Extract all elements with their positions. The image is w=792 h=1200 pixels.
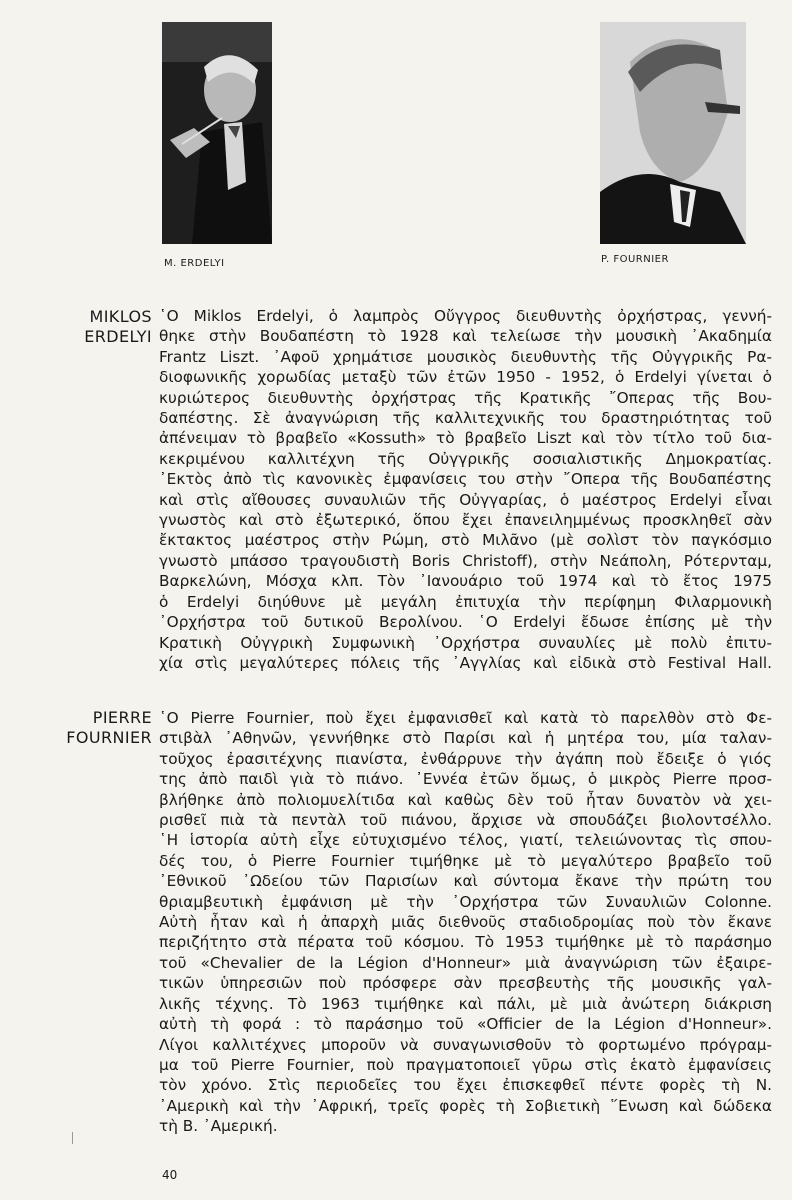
margin-mark	[72, 1132, 73, 1144]
erdelyi-photo-caption: M. ERDELYI	[164, 258, 225, 269]
text-line: ᾿Εκτὸς ἀπὸ τὶς κανονικὲς ἐμφανίσεις του στὴν ῎Οπερα τῆς Βουδαπέστης	[159, 470, 772, 489]
text-line: Αὐτὴ ἦταν καὶ ἡ ἀπαρχὴ μιᾶς διεθνοῦς σταδιοδρομίας ποὺ τὸν ἔκανε	[159, 913, 772, 932]
text-line: γνωστὸς καὶ στὸ ἐξωτερικό, ὅπου ἔχει ἐπανειλημμένως προσκληθεῖ σὰν	[159, 511, 772, 530]
heading-last-name: FOURNIER	[66, 728, 152, 747]
conductor-portrait-image	[162, 22, 272, 244]
text-line: Frantz Liszt. ᾿Αφοῦ χρημάτισε μουσικὸς διευθυντὴς τῆς Οὐγγρικῆς Ρα-	[159, 347, 772, 366]
text-line: Κρατικὴ Οὐγγρικὴ Συμφωνικὴ ᾿Ορχήστρα συναυλίες μὲ πολὺ ἐπιτυ-	[159, 633, 772, 652]
text-line: λικῆς τέχνης. Τὸ 1963 τιμήθηκε καὶ πάλι, μὲ μιὰ ἀνώτερη διάκριση	[159, 994, 772, 1013]
text-line: ῾Η ἱστορία αὐτὴ εἶχε εὐτυχισμένο τέλος, γιατί, τελειώνοντας τὶς σπου-	[159, 831, 772, 850]
erdelyi-photo	[162, 22, 272, 244]
text-line: τικῶν ὑπηρεσιῶν ποὺ πρόσφερε σὰν πρεσβευτὴς τῆς μουσικῆς γαλ-	[159, 974, 772, 993]
text-line: ἀπένειμαν τὸ βραβεῖο «Kossuth» τὸ βραβεῖο Liszt καὶ τὸν τίτλο τοῦ δια-	[159, 429, 772, 448]
text-line: ἔκτακτος μαέστρος στὴν Ρώμη, στὸ Μιλᾶνο (μὲ σολὶστ τὸν παγκόσμιο	[159, 531, 772, 550]
text-line: τὴ Β. ᾿Αμερική.	[159, 1117, 278, 1136]
text-line: αὐτὴ τὴ φορά : τὸ παράσημο τοῦ «Officier de la Légion d'Honneur».	[159, 1015, 772, 1034]
text-line: ῾Ο Pierre Fournier, ποὺ ἔχει ἐμφανισθεῖ καὶ κατὰ τὸ παρελθὸν στὸ Φε-	[159, 709, 772, 727]
page-number: 40	[162, 1168, 178, 1182]
erdelyi-biography	[159, 306, 772, 673]
text-line: τοῦχος ἐρασιτέχνης πιανίστα, ἐνθάρρυνε τὴν ἀγάπη ποὺ ἔδειξε ὁ γιός	[159, 749, 772, 768]
text-line: ᾿Εθνικοῦ ᾿Ωδείου τῶν Παρισίων καὶ σύντομα ἔκανε τὴν πρώτη του	[159, 872, 772, 891]
text-line: ρισθεῖ πιὰ τὰ πεντὰλ τοῦ πιάνου, ἄρχισε νὰ σπουδάζει βιολοντσέλλο.	[159, 811, 772, 830]
text-line: γνωστὸ μπάσσο τραγουδιστὴ Boris Christoff), στὴν Νεάπολη, Ρότερνταμ,	[159, 551, 772, 570]
text-line: Βαρκελώνη, Μόσχα κλπ. Τὸν ᾿Ιανουάριο τοῦ 1974 καὶ τὸ ἔτος 1975	[159, 572, 772, 591]
heading-first-name: PIERRE	[92, 708, 152, 727]
erdelyi-section-heading	[60, 307, 152, 347]
text-line: ὁ Erdelyi διηύθυνε μὲ μεγάλη ἐπιτυχία τὴν περίφημη Φιλαρμονικὴ	[159, 592, 772, 611]
fournier-photo-caption: P. FOURNIER	[601, 254, 669, 265]
fournier-biography	[159, 708, 772, 1137]
text-line: καὶ στὶς αἴθουσες συναυλιῶν τῆς Οὐγγαρίας, ὁ μαέστρος Erdelyi εἶναι	[159, 490, 772, 509]
heading-first-name: MIKLOS	[89, 307, 152, 326]
text-line: στιβὰλ ᾿Αθηνῶν, γεννήθηκε στὸ Παρίσι καὶ ἡ μητέρα του, μία ταλαν-	[159, 729, 772, 748]
fournier-section-heading	[60, 708, 152, 748]
text-line: μα τοῦ Pierre Fournier, ποὺ πραγματοποιεῖ γῦρω στὶς ἑκατὸ ἐμφανίσεις	[159, 1055, 772, 1074]
text-line: περιζήτητο στὰ πέρατα τοῦ κόσμου. Τὸ 1953 τιμήθηκε μὲ τὸ παράσημο	[159, 933, 772, 952]
cellist-portrait-image	[600, 22, 746, 244]
text-line: Λίγοι καλλιτέχνες μποροῦν νὰ συναγωνισθοῦν τὸ φορτωμένο πρόγραμ-	[159, 1035, 772, 1054]
text-line: θριαμβευτικὴ ἐμφάνιση μὲ τὴν ᾿Ορχήστρα τῶν Συναυλιῶν Colonne.	[159, 892, 772, 911]
text-line: κυριώτερος διευθυντὴς ὀρχήστρας τῆς Κρατικῆς ῎Οπερας τῆς Βου-	[159, 388, 772, 407]
text-line: ᾿Αμερικὴ καὶ τὴν ᾿Αφρική, τρεῖς φορὲς τὴ Σοβιετικὴ ῞Ενωση καὶ δώδεκα	[159, 1096, 772, 1115]
text-line: βλήθηκε ἀπὸ πολιομυελίτιδα καὶ καθὼς δὲν τοῦ ἦταν δυνατὸν νὰ χει-	[159, 790, 772, 809]
text-line: θηκε στὴν Βουδαπέστη τὸ 1928 καὶ τελείωσε τὴν μουσικὴ ᾿Ακαδημία	[159, 327, 772, 346]
text-line: της ἀπὸ παιδὶ γιὰ τὸ πιάνο. ᾿Εννέα ἐτῶν ὅμως, ὁ μικρὸς Pierre προσ-	[159, 770, 772, 789]
text-line: τοῦ «Chevalier de la Légion d'Honneur» μιὰ ἀναγνώριση τῶν ἐξαιρε-	[159, 953, 772, 972]
text-line: χία στὶς μεγαλύτερες πόλεις τῆς ᾿Αγγλίας καὶ εἰδικὰ στὸ Festival Hall.	[159, 653, 772, 672]
text-line: κεκριμένου καλλιτέχνη τῆς Οὐγγρικῆς σοσιαλιστικῆς Δημοκρατίας.	[159, 449, 772, 468]
text-line: ᾿Ορχήστρα τοῦ δυτικοῦ Βερολίνου. ῾Ο Erdelyi ἔδωσε ἐπίσης μὲ τὴν	[159, 613, 772, 632]
fournier-photo	[600, 22, 746, 244]
text-line: διοφωνικῆς χορωδίας μεταξὺ τῶν ἐτῶν 1950 - 1952, ὁ Erdelyi γίνεται ὁ	[159, 368, 772, 387]
text-line: δαπέστης. Σὲ ἀναγνώριση τῆς καλλιτεχνικῆς του δραστηριότητας τοῦ	[159, 409, 772, 428]
heading-last-name: ERDELYI	[84, 327, 152, 346]
text-line: ῾Ο Miklos Erdelyi, ὁ λαμπρὸς Οὔγγρος διευθυντὴς ὀρχήστρας, γεννή-	[159, 307, 772, 325]
text-line: δές του, ὁ Pierre Fournier τιμήθηκε μὲ τὸ μεγαλύτερο βραβεῖο τοῦ	[159, 851, 772, 870]
text-line: τὸν χρόνο. Στὶς περιοδεῖες του ἔχει ἐπισκεφθεῖ πέντε φορὲς τὴ Ν.	[159, 1076, 772, 1095]
